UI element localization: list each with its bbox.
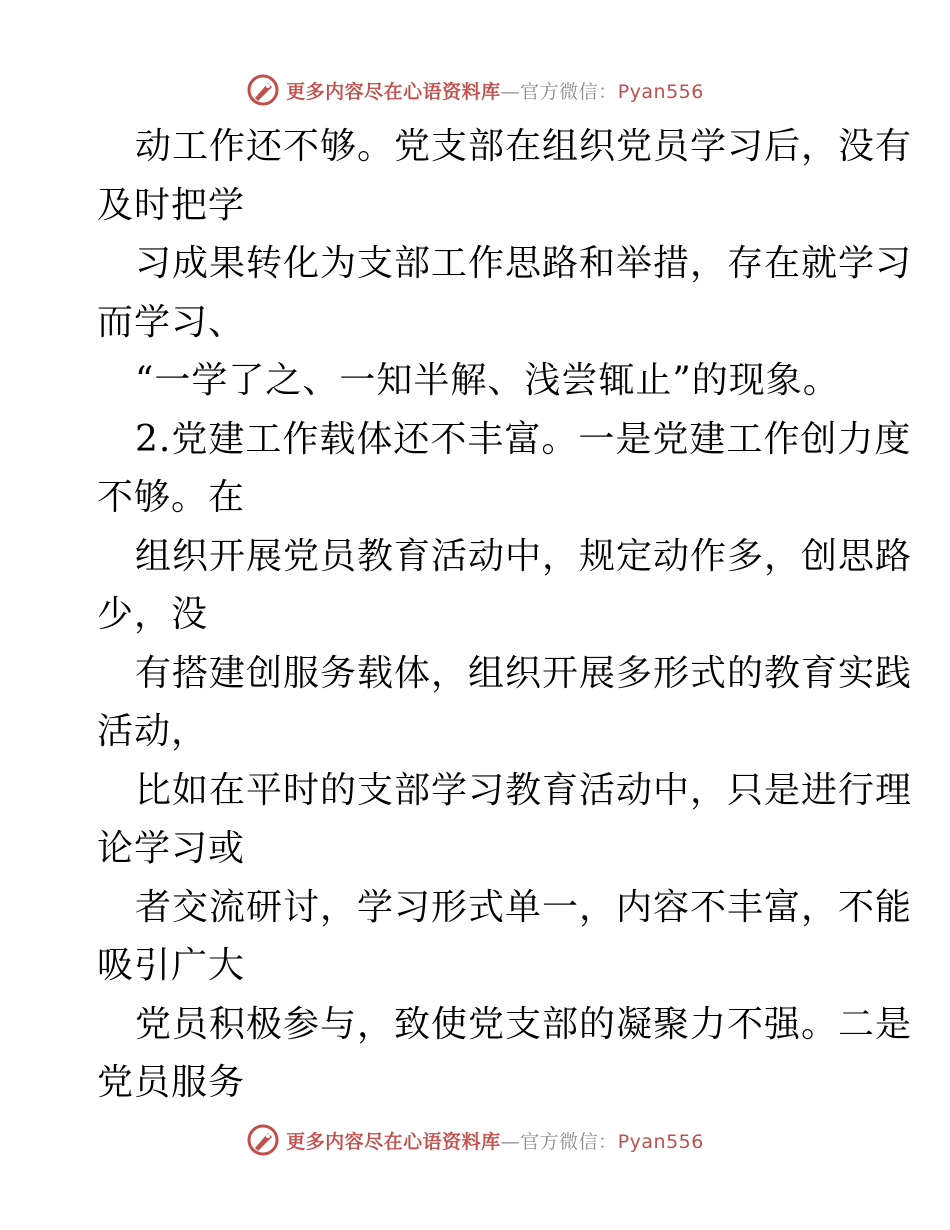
watermark-main: 更多内容尽在心语资料库	[286, 1130, 501, 1153]
header-watermark	[0, 70, 950, 110]
watermark-label: 官方微信：	[520, 80, 618, 103]
text-line: “一学了之、一知半解、浅尝辄止”的现象。	[135, 360, 840, 401]
body-text	[97, 118, 913, 1113]
text-line: 习成果转化为支部工作思路和举措，存在就学习	[135, 243, 913, 284]
watermark-id: Pyan556	[617, 1130, 704, 1153]
watermark-text	[286, 1127, 704, 1154]
pen-nib-logo-icon	[246, 1123, 280, 1157]
text-line: 组织开展党员教育活动中，规定动作多，创思路	[135, 535, 913, 577]
text-line: 少，没	[97, 594, 209, 635]
watermark-main: 更多内容尽在心语资料库	[286, 80, 501, 103]
text-line: 不够。在	[97, 477, 246, 518]
text-line: 党员积极参与，致使党支部的凝聚力不强。二是	[135, 1003, 913, 1045]
footer-watermark	[0, 1120, 950, 1160]
watermark-group	[246, 73, 704, 107]
text-line: 2.党建工作载体还不丰富。一是党建工作创力度	[135, 418, 912, 460]
text-line: 及时把学	[97, 184, 246, 226]
text-line: 党员服务	[97, 1062, 246, 1103]
watermark-id: Pyan556	[617, 80, 704, 103]
watermark-group	[246, 1123, 704, 1157]
text-line: 动工作还不够。党支部在组织党员学习后，没有	[135, 126, 913, 167]
text-line: 有搭建创服务载体，组织开展多形式的教育实践	[135, 652, 913, 694]
watermark-label: 官方微信：	[520, 1130, 618, 1153]
watermark-sep: —	[500, 80, 521, 103]
text-line: 活动，	[97, 711, 209, 752]
text-line: 者交流研讨，学习形式单一，内容不丰富，不能	[135, 886, 913, 928]
pen-nib-logo-icon	[246, 73, 280, 107]
text-line: 吸引广大	[97, 945, 246, 986]
text-line: 比如在平时的支部学习教育活动中，只是进行理	[135, 769, 913, 811]
watermark-text	[286, 77, 704, 104]
watermark-sep: —	[500, 1130, 521, 1153]
text-line: 论学习或	[97, 828, 246, 869]
text-line: 而学习、	[97, 301, 246, 343]
